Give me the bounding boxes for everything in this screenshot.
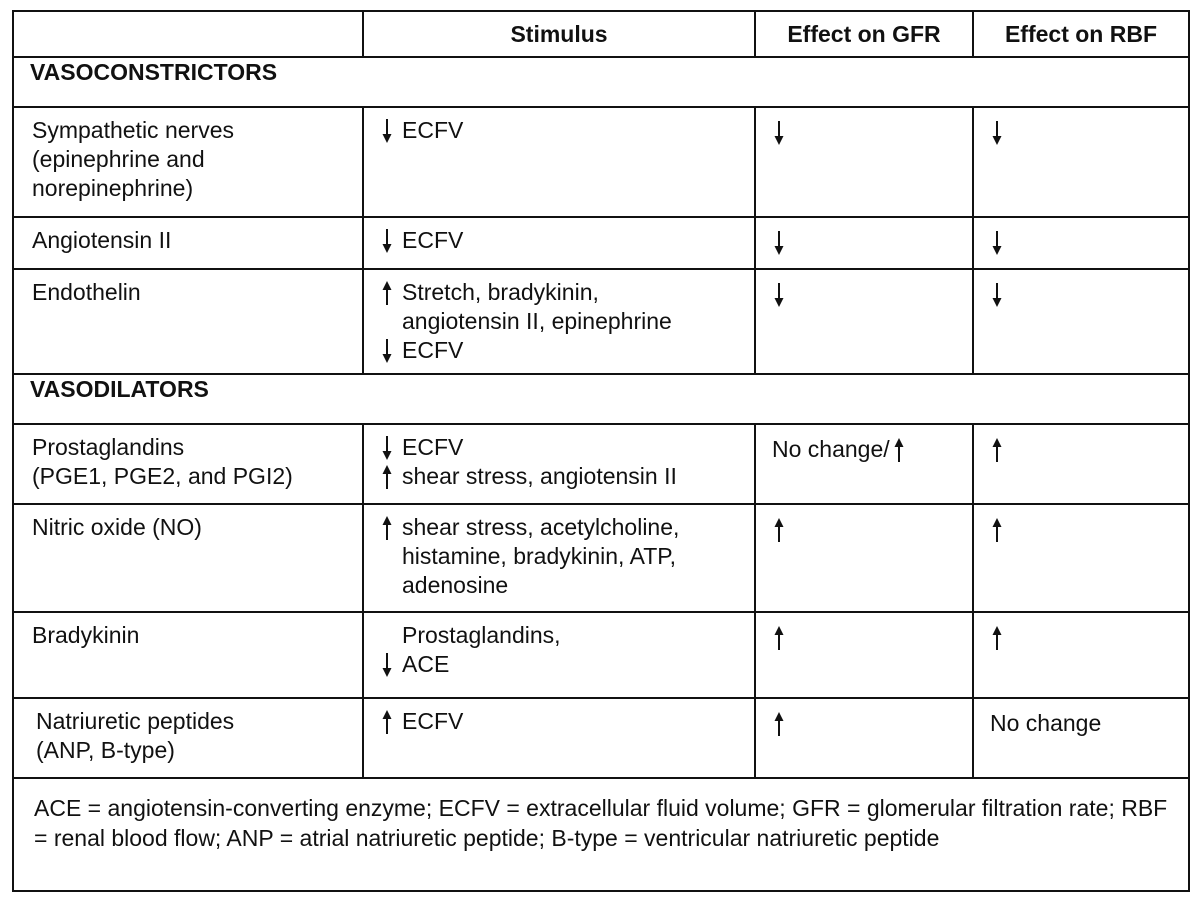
stimulus-text: ECFV: [402, 117, 464, 143]
rbf-effect: [990, 709, 1180, 738]
stimulus-cell: [363, 217, 755, 269]
header-stimulus: Stimulus: [363, 11, 755, 57]
section-title-vasoconstrictors: VASOCONSTRICTORS: [13, 57, 1189, 107]
down-arrow-icon: [772, 282, 790, 308]
stimulus-line: [380, 336, 746, 365]
rbf-effect: [990, 623, 1180, 652]
table-row-angiotensin: [13, 217, 1189, 269]
gfr-effect-cell: [755, 612, 973, 698]
rbf-effect: [990, 515, 1180, 544]
down-arrow-icon: [380, 435, 398, 461]
agent-name-line: (epinephrine and: [32, 146, 205, 172]
table-row-endothelin: [13, 269, 1189, 374]
rbf-effect: [990, 280, 1180, 309]
down-arrow-icon: [380, 228, 398, 254]
rbf-effect: [990, 435, 1180, 464]
agent-name-line: norepinephrine): [32, 175, 194, 201]
header-gfr: Effect on GFR: [755, 11, 973, 57]
up-arrow-icon: [772, 625, 790, 651]
rbf-effect-cell: [973, 612, 1189, 698]
footer-row: [13, 778, 1189, 891]
up-arrow-icon: [380, 464, 398, 490]
stimulus-line: [380, 433, 746, 462]
stimulus-text: histamine, bradykinin, ATP,: [402, 543, 677, 569]
stimulus-text: angiotensin II, epinephrine: [402, 308, 672, 334]
section-row-vasoconstrictors: [13, 57, 1189, 107]
agent-cell: [13, 424, 363, 504]
gfr-effect-cell: [755, 424, 973, 504]
agent-cell: [13, 269, 363, 374]
down-arrow-icon: [772, 120, 790, 146]
gfr-effect: [772, 435, 964, 464]
down-arrow-icon: [772, 230, 790, 256]
down-arrow-icon: [380, 118, 398, 144]
stimulus-line: [380, 650, 746, 679]
stimulus-line: [380, 226, 746, 255]
table-row-sympathetic: [13, 107, 1189, 217]
agent-name-line: Nitric oxide (NO): [32, 514, 202, 540]
gfr-effect-cell: [755, 269, 973, 374]
down-arrow-icon: [990, 120, 1008, 146]
up-arrow-icon: [990, 437, 1008, 463]
header-agent: [13, 11, 363, 57]
up-arrow-icon: [772, 711, 790, 737]
agent-cell: [13, 217, 363, 269]
rbf-effect-cell: [973, 424, 1189, 504]
down-arrow-icon: [380, 652, 398, 678]
stimulus-text: ECFV: [402, 337, 464, 363]
rbf-effect: [990, 228, 1180, 257]
up-arrow-icon: [772, 517, 790, 543]
stimulus-line: [380, 278, 746, 307]
stimulus-line: [380, 571, 746, 600]
agent-name-line: (PGE1, PGE2, and PGI2): [32, 463, 293, 489]
agent-name-line: Endothelin: [32, 279, 141, 305]
stimulus-text: Prostaglandins,: [402, 622, 561, 648]
up-arrow-icon: [990, 625, 1008, 651]
down-arrow-icon: [990, 230, 1008, 256]
stimulus-line: [380, 116, 746, 145]
down-arrow-icon: [380, 338, 398, 364]
agent-cell: [13, 698, 363, 778]
agent-name-line: (ANP, B-type): [36, 737, 175, 763]
gfr-effect-cell: [755, 504, 973, 612]
stimulus-text: shear stress, angiotensin II: [402, 463, 677, 489]
gfr-effect: [772, 515, 964, 544]
up-arrow-icon: [380, 709, 398, 735]
gfr-effect-cell: [755, 107, 973, 217]
gfr-effect: [772, 623, 964, 652]
stimulus-cell: [363, 612, 755, 698]
stimulus-line: [380, 621, 746, 650]
stimulus-cell: [363, 698, 755, 778]
rbf-effect-cell: [973, 107, 1189, 217]
agent-name-line: Prostaglandins: [32, 434, 185, 460]
gfr-effect-cell: [755, 698, 973, 778]
stimulus-text: ECFV: [402, 434, 464, 460]
down-arrow-icon: [990, 282, 1008, 308]
section-row-vasodilators: [13, 374, 1189, 424]
header-rbf: Effect on RBF: [973, 11, 1189, 57]
stimulus-line: [380, 307, 746, 336]
header-row: [13, 11, 1189, 57]
stimulus-text: adenosine: [402, 572, 509, 598]
gfr-effect: [772, 280, 964, 309]
agent-name-line: Sympathetic nerves: [32, 117, 234, 143]
agent-name-line: Bradykinin: [32, 622, 140, 648]
stimulus-line: [380, 513, 746, 542]
stimulus-cell: [363, 504, 755, 612]
stimulus-text: ACE: [402, 651, 450, 677]
table-row-prostaglandins: [13, 424, 1189, 504]
rbf-effect-cell: [973, 698, 1189, 778]
gfr-effect-cell: [755, 217, 973, 269]
rbf-effect: [990, 118, 1180, 147]
table-row-natriuretic: [13, 698, 1189, 778]
section-title-vasodilators: VASODILATORS: [13, 374, 1189, 424]
gfr-effect: [772, 709, 964, 738]
agent-cell: [13, 504, 363, 612]
agent-name-line: Angiotensin II: [32, 227, 172, 253]
rbf-effect-cell: [973, 217, 1189, 269]
renal-vasoactive-table: [12, 10, 1190, 892]
gfr-effect-text: No change/: [772, 436, 890, 462]
up-arrow-icon: [380, 280, 398, 306]
stimulus-cell: [363, 269, 755, 374]
stimulus-line: [380, 462, 746, 491]
stimulus-text: ECFV: [402, 708, 464, 734]
table-row-nitric-oxide: [13, 504, 1189, 612]
rbf-effect-cell: [973, 269, 1189, 374]
up-arrow-icon: [380, 515, 398, 541]
stimulus-text: ECFV: [402, 227, 464, 253]
stimulus-text: shear stress, acetylcholine,: [402, 514, 680, 540]
table-row-bradykinin: [13, 612, 1189, 698]
up-arrow-icon: [990, 517, 1008, 543]
gfr-effect: [772, 228, 964, 257]
stimulus-cell: [363, 107, 755, 217]
stimulus-text: Stretch, bradykinin,: [402, 279, 599, 305]
abbreviations-footnote: ACE = angiotensin-converting enzyme; ECFV = extracellular fluid volume; GFR = glomerular filtration rate; RBF = renal blood flow; ANP = atrial natriuretic peptide; B-type = ventricular natriuretic peptide: [13, 778, 1189, 891]
gfr-effect: [772, 118, 964, 147]
agent-cell: [13, 107, 363, 217]
rbf-effect-cell: [973, 504, 1189, 612]
stimulus-line: [380, 542, 746, 571]
agent-cell: [13, 612, 363, 698]
stimulus-cell: [363, 424, 755, 504]
rbf-effect-text: No change: [990, 710, 1102, 736]
agent-name-line: Natriuretic peptides: [36, 708, 235, 734]
stimulus-line: [380, 707, 746, 736]
up-arrow-icon: [892, 437, 910, 463]
